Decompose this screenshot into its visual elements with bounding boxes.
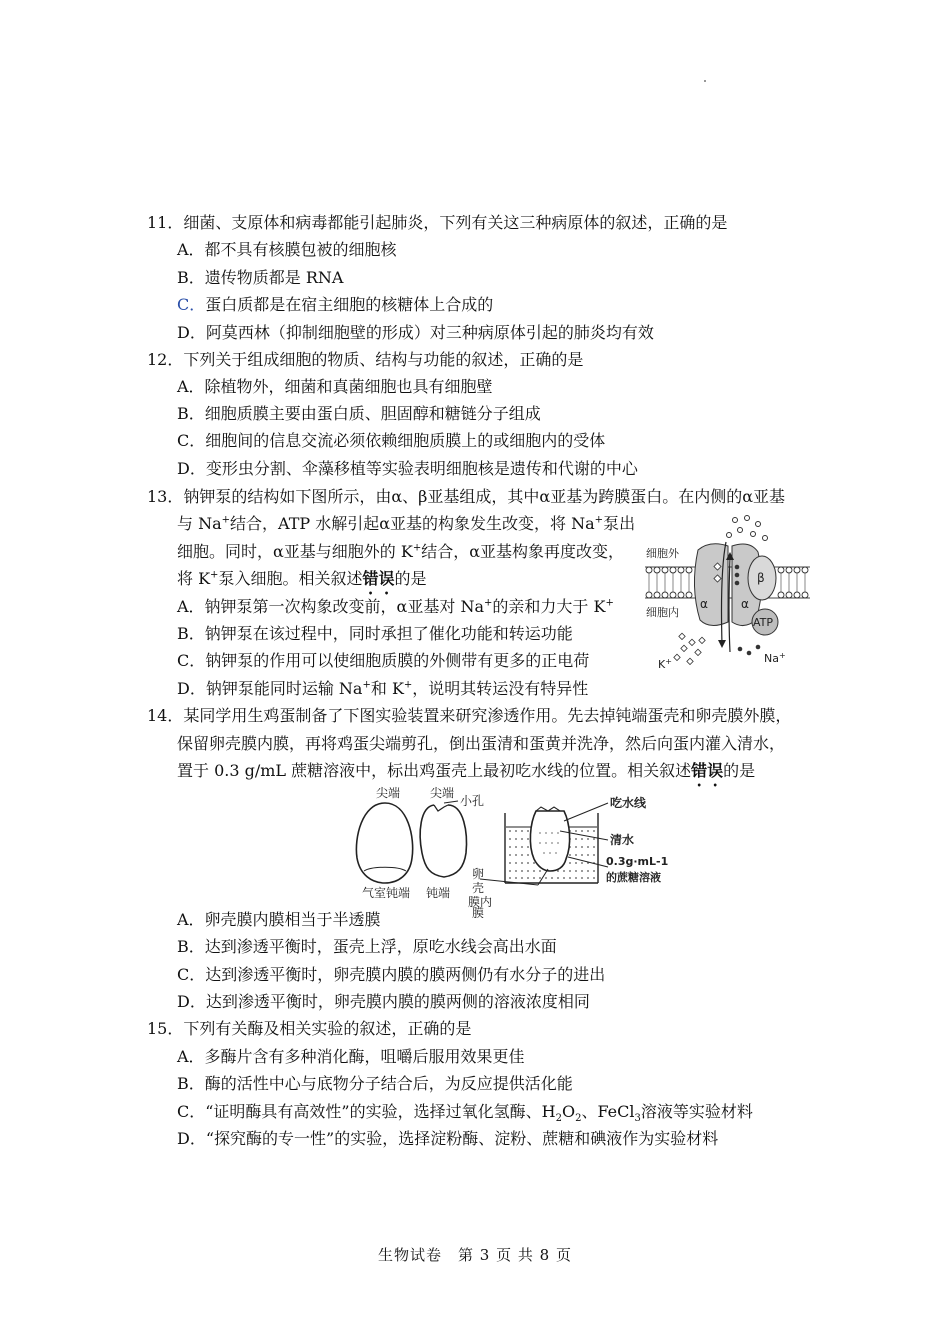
q13-d2: 和 K	[370, 679, 404, 698]
page-footer: 生物试卷 第 3 页 共 8 页	[378, 1246, 572, 1264]
q14-stem-line2: 保留卵壳膜内膜，再将鸡蛋尖端剪孔，倒出蛋清和蛋黄并洗净，然后向蛋内灌入清水，	[177, 734, 786, 753]
fig-tip-1: 尖端	[376, 786, 401, 800]
q15-option-d: D．“探究酶的专一性”的实验，选择淀粉酶、淀粉、蔗糖和碘液作为实验材料	[177, 1129, 719, 1148]
fig-aircell: 气室	[362, 886, 387, 900]
sup-plus: +	[605, 597, 614, 609]
fig-membrane-3: 膜内	[468, 895, 493, 909]
q11-option-a: A．都不具有核膜包被的细胞核	[177, 240, 397, 259]
label-k: K+	[658, 657, 672, 671]
q11-option-d: D．阿莫西林（抑制细胞壁的形成）对三种病原体引起的肺炎均有效	[177, 323, 654, 342]
q13-l4a: 将 K	[177, 569, 211, 588]
osmosis-egg-figure	[340, 783, 680, 918]
q11-option-b: B．遗传物质都是 RNA	[177, 268, 344, 287]
q12-option-c: C．细胞间的信息交流必须依赖细胞质膜上的或细胞内的受体	[177, 431, 606, 450]
q13-stem-line3	[177, 542, 624, 562]
q12-stem: 12．下列关于组成细胞的物质、结构与功能的叙述，正确的是	[147, 350, 584, 369]
q13-l3b: 结合，α亚基构象再度改变，	[421, 542, 625, 561]
fig-tip-2: 尖端	[430, 786, 455, 800]
fig-hole: 小孔	[460, 794, 485, 808]
label-outside: 细胞外	[646, 547, 679, 560]
q13-option-d	[177, 679, 588, 699]
label-atp: ATP	[753, 616, 774, 629]
q14-stem-line1: 14．某同学用生鸡蛋制备了下图实验装置来研究渗透作用。先去掉钝端蛋壳和卵壳膜外膜，	[147, 706, 792, 725]
q15-option-b: B．酶的活性中心与底物分子结合后，为反应提供活化能	[177, 1074, 573, 1093]
q14-option-b: B．达到渗透平衡时，蛋壳上浮，原吃水线会高出水面	[177, 937, 557, 956]
label-inside: 细胞内	[646, 606, 679, 619]
q13-l3a: 细胞。同时，α亚基与细胞外的 K	[177, 542, 413, 561]
label-alpha-right: α	[741, 597, 749, 611]
sup-plus: +	[412, 542, 422, 554]
sup-plus: +	[362, 679, 371, 691]
q14-emphasis-wrong: 错误	[691, 761, 724, 780]
q13-a1: A．钠钾泵第一次构象改变前，α亚基对 Na	[177, 597, 484, 616]
q15-c4: 溶液等实验材料	[640, 1102, 753, 1121]
fig-waterline: 吃水线	[610, 796, 647, 810]
sub-3: 3	[634, 1113, 641, 1125]
sup-plus: +	[403, 679, 413, 691]
q15-c3: 、FeCl	[581, 1102, 635, 1121]
q11-stem: 11．细菌、支原体和病毒都能引起肺炎，下列有关这三种病原体的叙述，正确的是	[147, 213, 728, 232]
q13-option-b: B．钠钾泵在该过程中，同时承担了催化功能和转运功能	[177, 624, 573, 643]
fig-blunt-2: 钝端	[426, 886, 451, 900]
q13-l2c: 泵出	[603, 514, 636, 533]
q15-stem: 15．下列有关酶及相关实验的叙述，正确的是	[147, 1019, 472, 1038]
q15-option-a: A．多酶片含有多种消化酶，咀嚼后服用效果更佳	[177, 1047, 525, 1066]
scan-dot	[704, 80, 706, 82]
q15-c2: O	[561, 1102, 576, 1121]
sup-plus: +	[210, 569, 219, 581]
q14-option-d: D．达到渗透平衡时，卵壳膜内膜的膜两侧的溶液浓度相同	[177, 992, 590, 1011]
q15-c1: C．“证明酶具有高效性”的实验，选择过氧化氢酶、H	[177, 1102, 556, 1121]
q11-option-c-letter: C．	[177, 295, 206, 314]
fig-clear-water: 清水	[610, 833, 635, 847]
label-beta: β	[757, 571, 765, 585]
q12-option-b: B．细胞质膜主要由蛋白质、胆固醇和糖链分子组成	[177, 404, 541, 423]
fig-blunt-1: 钝端	[386, 886, 411, 900]
fig-membrane-2: 壳	[472, 881, 485, 895]
fig-concentration: 0.3g·mL-1	[606, 855, 669, 868]
q14-option-c: C．达到渗透平衡时，卵壳膜内膜的膜两侧仍有水分子的进出	[177, 965, 606, 984]
q13-l4b: 泵入细胞。相关叙述	[218, 569, 363, 588]
q14-option-a: A．卵壳膜内膜相当于半透膜	[177, 910, 381, 929]
q13-l4d: 的是	[394, 569, 427, 588]
q12-option-a: A．除植物外，细菌和真菌细胞也具有细胞壁	[177, 377, 493, 396]
q13-emphasis-wrong: 错误	[362, 569, 395, 588]
q13-d3: ，说明其转运没有特异性	[412, 679, 589, 698]
sodium-potassium-pump-figure	[640, 512, 815, 672]
q15-option-c	[177, 1102, 753, 1125]
q13-option-c: C．钠钾泵的作用可以使细胞质膜的外侧带有更多的正电荷	[177, 651, 590, 670]
q13-stem-line4	[177, 569, 426, 598]
sup-plus: +	[594, 514, 604, 526]
q11-option-c	[177, 295, 493, 315]
q12-option-d: D．变形虫分割、伞藻移植等实验表明细胞核是遗传和代谢的中心	[177, 459, 638, 478]
q13-l2a: 与 Na	[177, 514, 222, 533]
label-alpha-left: α	[700, 597, 708, 611]
fig-membrane-4: 膜	[472, 906, 485, 918]
sup-plus: +	[221, 514, 231, 526]
fig-sucrose: 的蔗糖溶液	[606, 871, 661, 884]
label-na: Na+	[764, 651, 786, 665]
q11-option-c-text: 蛋白质都是在宿主细胞的核糖体上合成的	[205, 295, 494, 314]
q13-stem-line2	[177, 514, 635, 534]
q14-l3a: 置于 0.3 g/mL 蔗糖溶液中，标出鸡蛋壳上最初吃水线的位置。相关叙述	[177, 761, 692, 780]
sup-plus: +	[484, 597, 493, 609]
sub-2: 2	[555, 1113, 562, 1125]
q13-stem: 13．钠钾泵的结构如下图所示，由α、β亚基组成，其中α亚基为跨膜蛋白。在内侧的α亚基	[147, 487, 786, 506]
q13-a2: 的亲和力大于 K	[492, 597, 606, 616]
q13-option-a	[177, 597, 614, 617]
sub-2: 2	[575, 1113, 582, 1125]
q14-l3c: 的是	[723, 761, 756, 780]
q13-l2b: 结合，ATP 水解引起α亚基的构象发生改变，将 Na	[230, 514, 595, 533]
fig-membrane-1: 卵	[472, 867, 485, 881]
q13-d1: D．钠钾泵能同时运输 Na	[177, 679, 363, 698]
